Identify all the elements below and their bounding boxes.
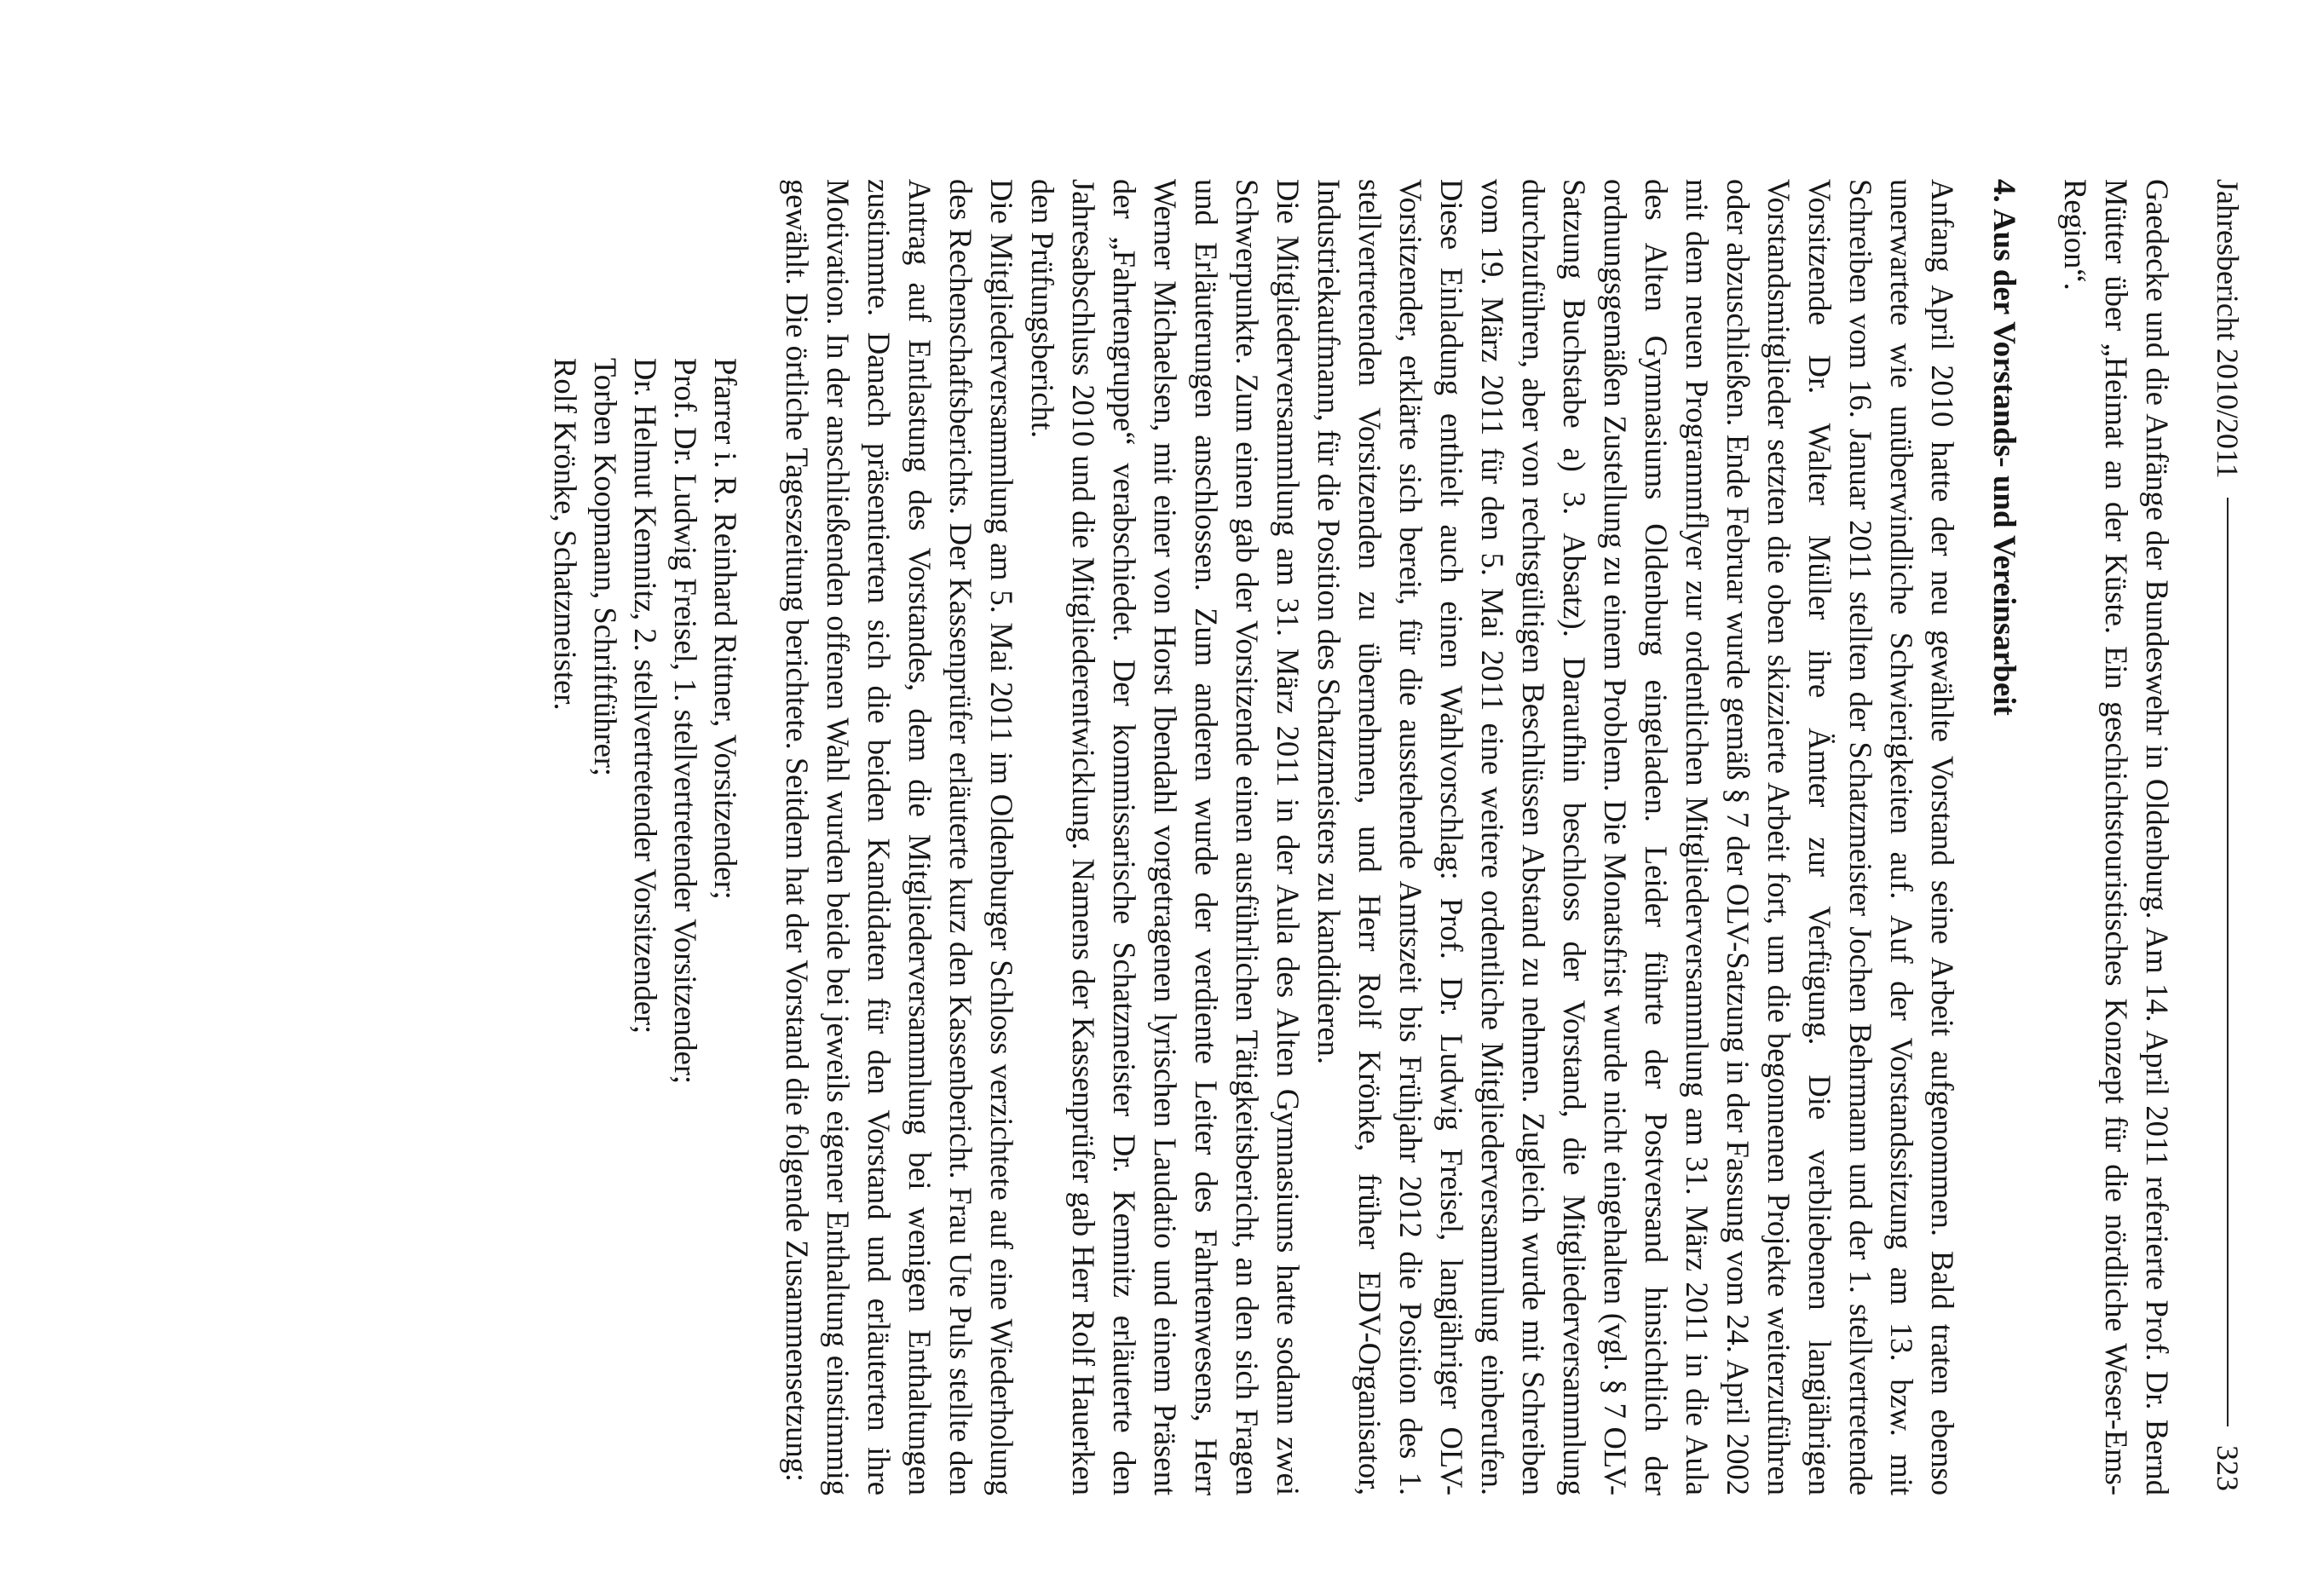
- intro-paragraph: Gaedecke und die Anfänge der Bundeswehr in Oldenburg. Am 14. April 2011 referierte Prof. Dr. Bernd Mütter über „Heimat an der Küste. Ein geschichtstouristisches Konzept für die nördliche Weser-Ems-Region“.: [2058, 179, 2175, 1495]
- running-header: [2202, 179, 2253, 1491]
- board-member: Rolf Krönke, Schatzmeister.: [548, 358, 583, 711]
- board-member: Dr. Helmut Kemnitz, 2. stellvertretender Vorsitzender;: [628, 358, 663, 1034]
- page-number: 323: [2211, 1445, 2245, 1491]
- section-paragraph-2: Die Mitgliederversammlung am 31. März 2011 in der Aula des Alten Gymnasiums hatte sodann zwei Schwerpunkte. Zum einen gab der Vorsitzende einen ausführlichen Tätigkeitsbericht, an den sich Fragen und Erläuterungen anschlossen. Zum anderen wurde der verdiente Leiter des Fahrtenwesens, Herr Werner Michaelsen, mit einer von Horst Ibendahl vorgetragenen lyrischen Laudatio und einem Präsent der „Fahrtengruppe“ verabschiedet. Der kommissarische Schatzmeister Dr. Kemnitz erläuterte den Jahresabschluss 2010 und die Mitgliederentwicklung. Namens der Kassenprüfer gab Herr Rolf Hauerken den Prüfungsbericht.: [1025, 179, 1306, 1495]
- board-member: Pfarrer i. R. Reinhard Rittner, Vorsitzender;: [708, 358, 743, 900]
- running-header-title: Jahresbericht 2010/2011: [2211, 179, 2245, 479]
- board-members-list: [545, 179, 746, 1495]
- page-body: [545, 179, 2177, 1495]
- header-rule: [2227, 498, 2229, 1426]
- section-paragraph-1: Anfang April 2010 hatte der neu gewählte Vorstand seine Arbeit aufgenommen. Bald traten ebenso unerwartete wie unüberwindliche Schwierigkeiten auf. Auf der Vorstandssitzung am 13. bzw. mit Schreiben vom 16. Januar 2011 stellten der Schatzmeister Jochen Behrmann und der 1. stellvertretende Vorsitzende Dr. Walter Müller ihre Ämter zur Verfügung. Die verbliebenen langjährigen Vorstandsmitglieder setzten die oben skizzierte Arbeit fort, um die begonnenen Projekte weiterzuführen oder abzuschließen. Ende Februar wurde gemäß § 7 der OLV-Satzung in der Fassung vom 24. April 2002 mit dem neuen Programmflyer zur ordentlichen Mitgliederversammlung am 31. März 2011 in die Aula des Alten Gymnasiums Oldenburg eingeladen. Leider führte der Postversand hinsichtlich der ordnungsgemäßen Zustellung zu einem Problem. Die Monatsfrist wurde nicht eingehalten (vgl. § 7 OLV-Satzung Buchstabe a) 3. Absatz). Daraufhin beschloss der Vorstand, die Mitgliederversammlung durchzuführen, aber von rechtsgültigen Beschlüssen Abstand zu nehmen. Zugleich wurde mit Schreiben vom 19. März 2011 für den 5. Mai 2011 eine weitere ordentliche Mitgliederversammlung einberufen. Diese Einladung enthielt auch einen Wahlvorschlag: Prof. Dr. Ludwig Freisel, langjähriger OLV-Vorsitzender, erklärte sich bereit, für die ausstehende Amtszeit bis Frühjahr 2012 die Position des 1. stellvertretenden Vorsitzenden zu übernehmen, und Herr Rolf Krönke, früher EDV-Organisator, Industriekaufmann, für die Position des Schatzmeisters zu kandidieren.: [1312, 179, 1960, 1495]
- section-paragraph-3: Die Mitgliederversammlung am 5. Mai 2011 im Oldenburger Schloss verzichtete auf eine Wiederholung des Rechenschaftsberichts. Der Kassenprüfer erläuterte kurz den Kassenbericht. Frau Ute Puls stellte den Antrag auf Entlastung des Vorstandes, dem die Mitgliederversammlung bei wenigen Enthaltungen zustimmte. Danach präsentierten sich die beiden Kandidaten für den Vorstand und erläuterten ihre Motivation. In der anschließenden offenen Wahl wurden beide bei jeweils eigener Enthaltung einstimmig gewählt. Die örtliche Tageszeitung berichtete. Seitdem hat der Vorstand die folgende Zusammensetzung:: [780, 179, 1019, 1495]
- section-heading: 4. Aus der Vorstands- und Vereinsarbeit: [1986, 179, 2021, 716]
- board-member: Prof. Dr. Ludwig Freisel, 1. stellvertretender Vorsitzender;: [668, 358, 703, 1085]
- board-member: Torben Koopmann, Schriftführer;: [588, 358, 623, 777]
